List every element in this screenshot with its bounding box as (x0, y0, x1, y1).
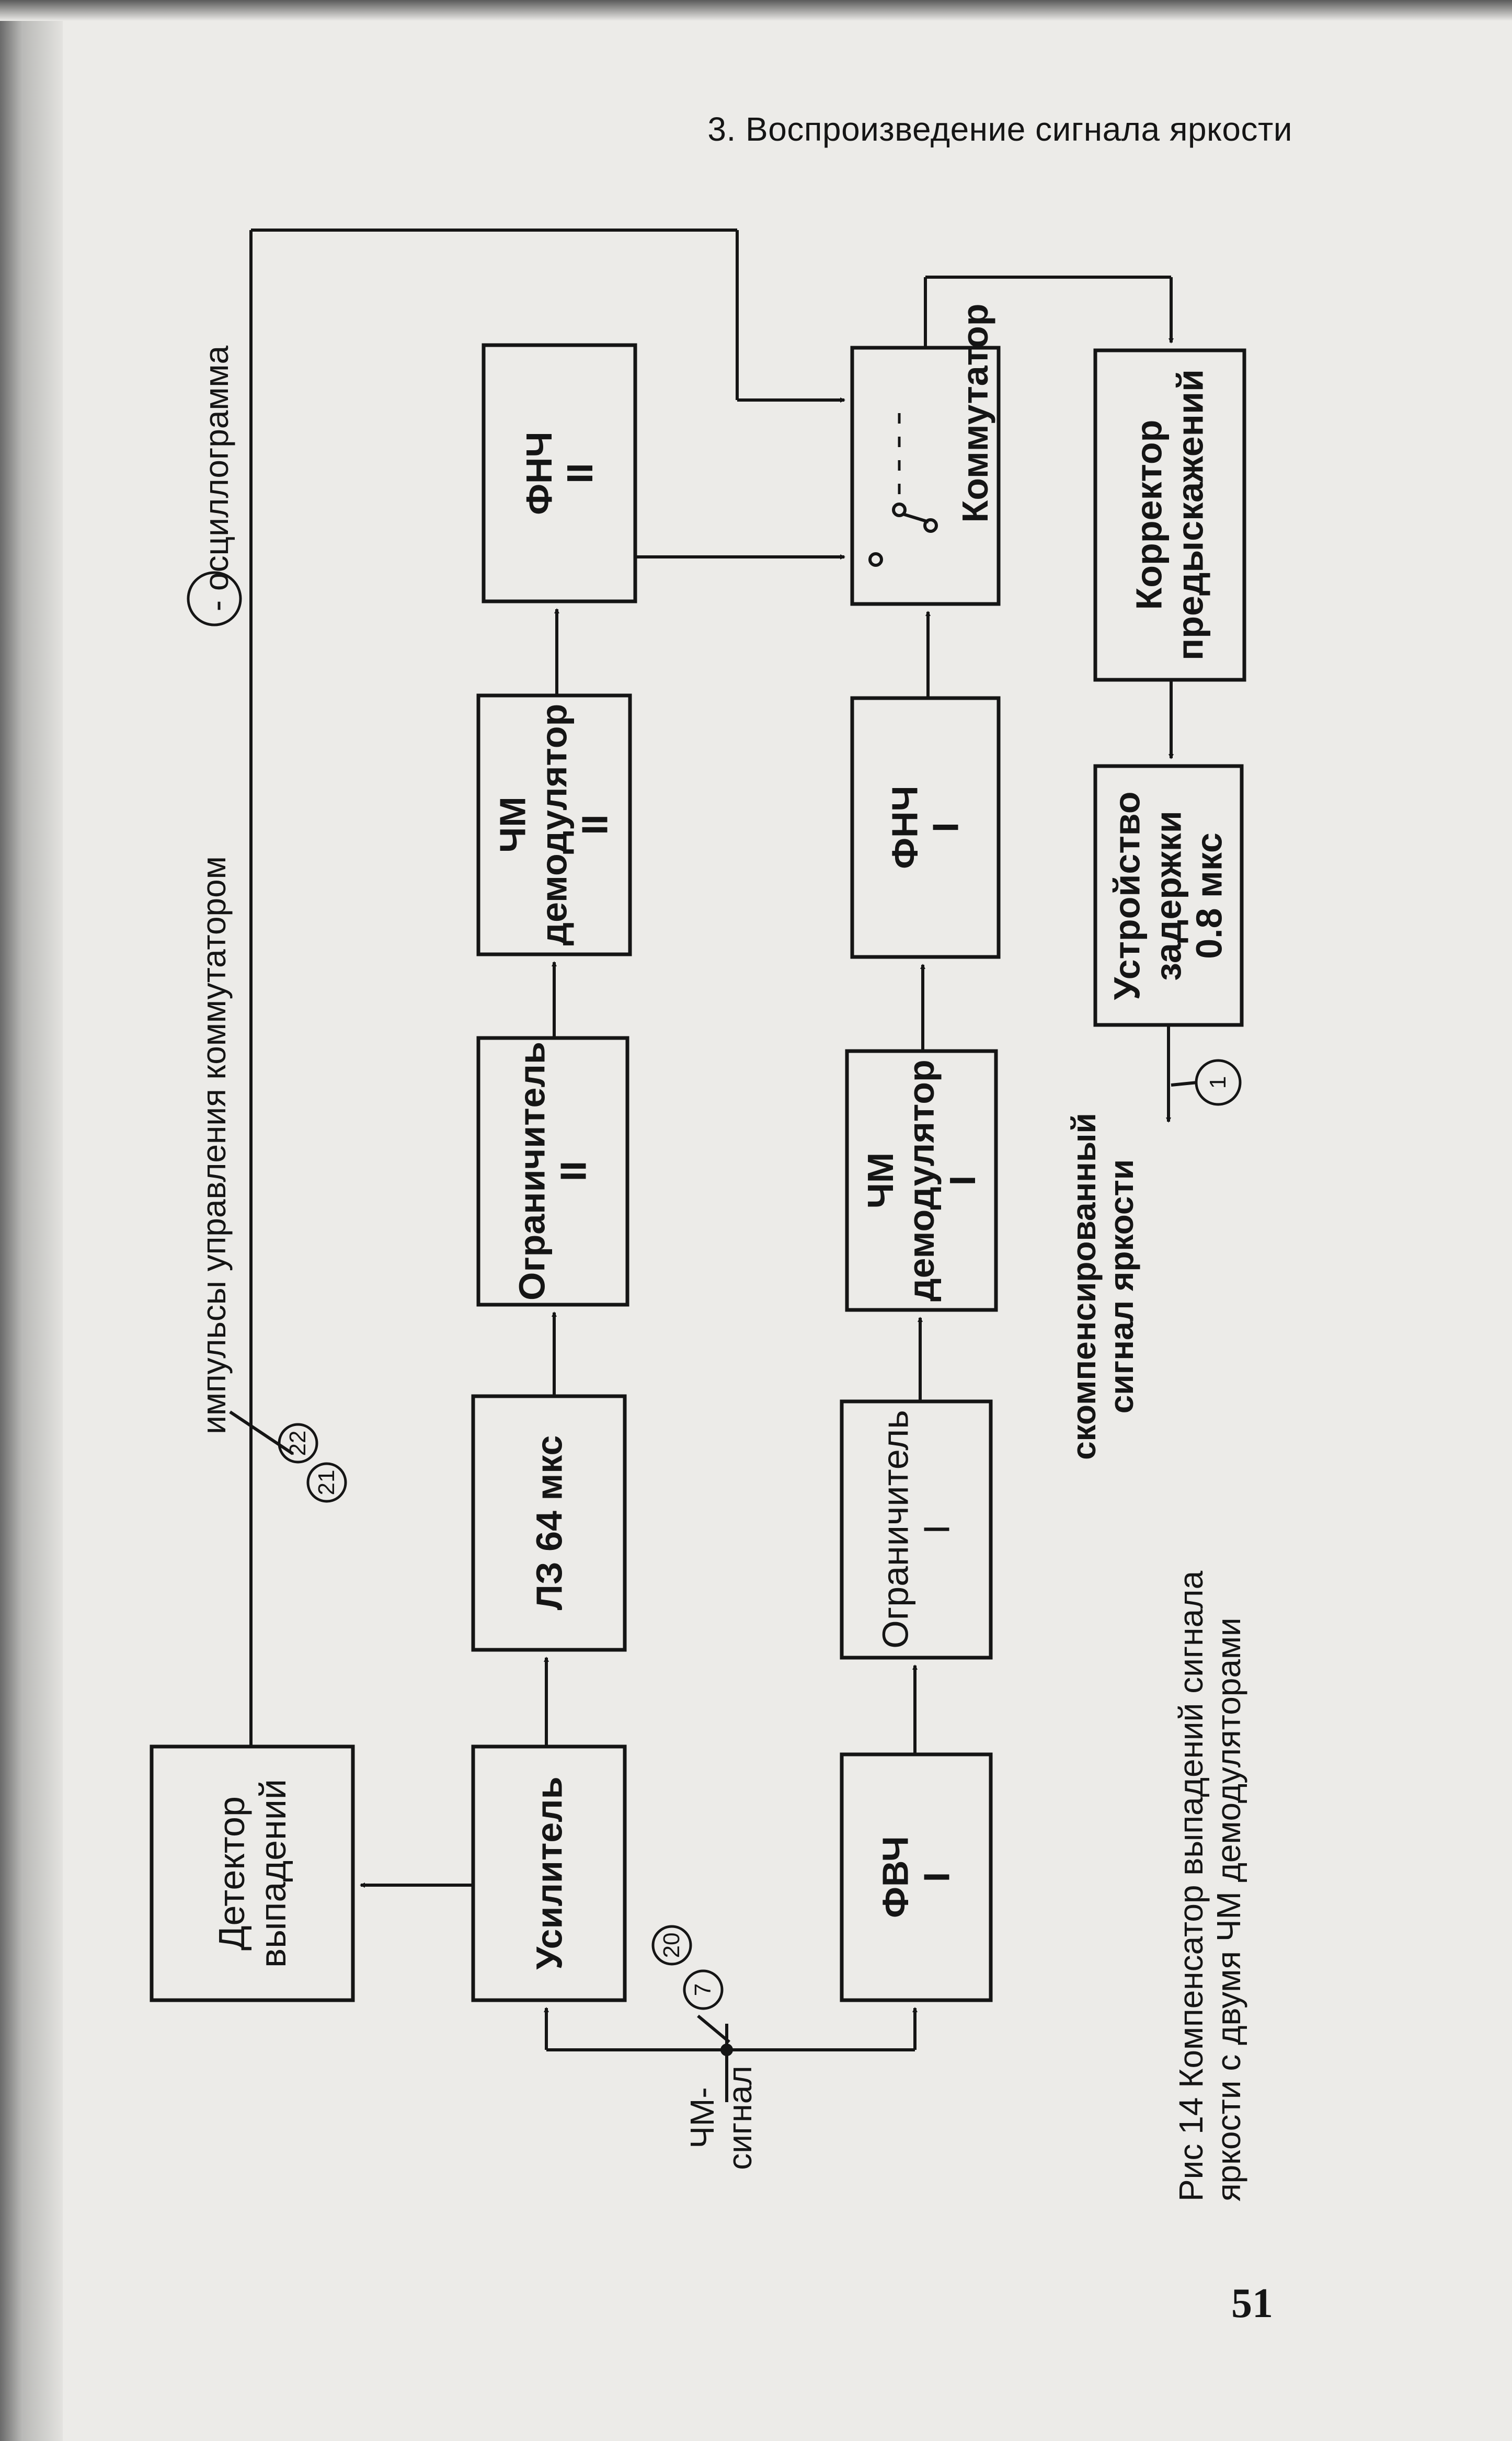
delay64-label: ЛЗ 64 мкс (529, 1435, 570, 1611)
delay08-label: Устройство задержки 0.8 мкс (1106, 791, 1230, 1000)
testpoint-20-label: 20 (659, 1932, 685, 1958)
fmdemod1-label: ЧМ демодулятор I (860, 1059, 983, 1302)
detector-label: Детектор выпадений (211, 1779, 293, 1968)
running-header: 3. Воспроизведение сигнала яркости (707, 110, 1292, 148)
fmdemod2-label: ЧМ демодулятор II (492, 703, 615, 946)
lpf2-label: ФНЧ II (518, 431, 600, 515)
commutator-label: Коммутатор (954, 303, 995, 523)
switch-icon (870, 413, 936, 565)
figure-caption: Рис 14 Компенсатор выпадений сигнала яркости с двумя ЧМ демодуляторами (1172, 1570, 1247, 2202)
control-pulses-label: импульсы управления коммутатором (195, 856, 233, 1434)
testpoint-22-label: 22 (285, 1430, 311, 1456)
page-number: 51 (1231, 2280, 1273, 2326)
oscillogram-legend-label: - осциллограмма (198, 345, 236, 612)
testpoint-21-label: 21 (314, 1469, 340, 1496)
hpf1-label: ФВЧ I (875, 1836, 957, 1918)
corrector-label: Корректор предыскажений (1128, 369, 1210, 661)
amplifier-label: Усилитель (529, 1776, 570, 1970)
testpoint-7-label: 7 (690, 1983, 716, 1997)
output-signal-label: скомпенсированный сигнал яркости (1065, 1113, 1140, 1460)
limiter1-label: Ограничитель I (875, 1410, 957, 1649)
lpf1-label: ФНЧ I (884, 785, 966, 869)
input-signal-label: ЧМ- сигнал (683, 2066, 759, 2170)
testpoint-1-label: 1 (1205, 1076, 1231, 1089)
limiter2-label: Ограничитель II (511, 1042, 593, 1301)
